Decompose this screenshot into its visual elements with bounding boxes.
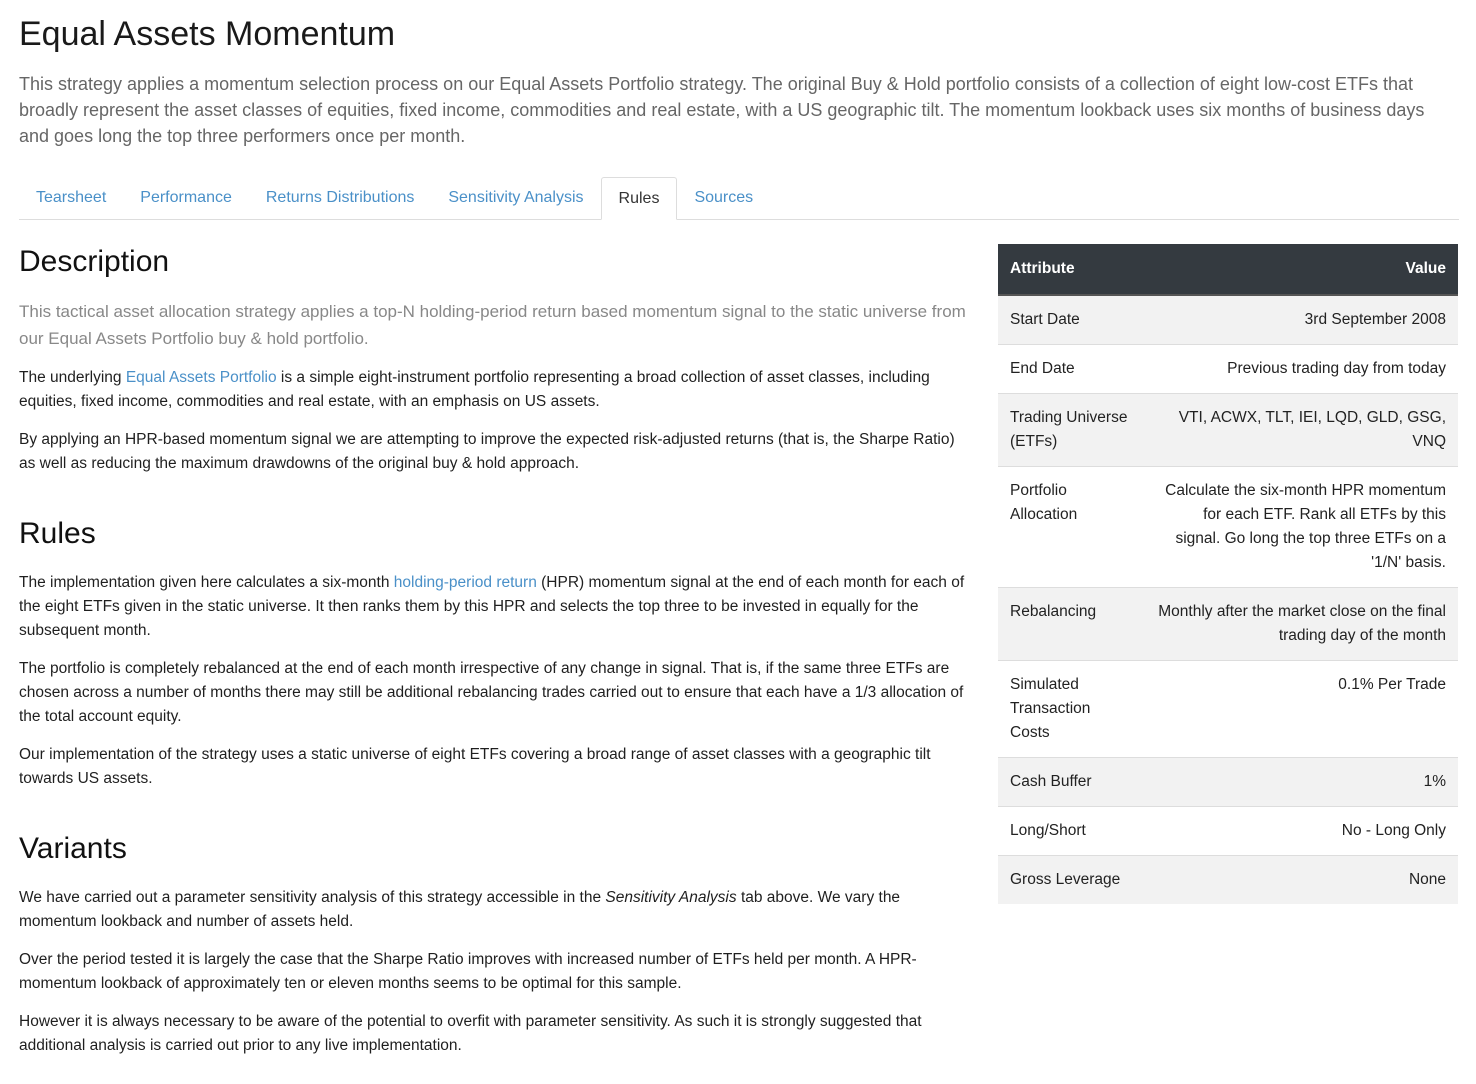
text: (HPR) momentum signal at the end of each month for each of the eight ETFs given in the static universe. It then ranks them by this HPR and selects the top three to be invested in equally for the subsequent month. <box>19 574 965 639</box>
attribute-name: Start Date <box>998 295 1142 345</box>
attribute-value: Previous trading day from today <box>1142 345 1458 394</box>
variants-section <box>19 831 970 1058</box>
attributes-table <box>998 244 1458 904</box>
text: tab above. We vary the momentum lookback and number of assets held. <box>19 889 901 930</box>
attribute-name: Rebalancing <box>998 588 1142 661</box>
table-row <box>998 467 1458 588</box>
attribute-value: Calculate the six-month HPR momentum for each ETF. Rank all ETFs by this signal. Go long the top three ETFs on a '1/N' basis. <box>1142 467 1458 588</box>
attribute-value: 0.1% Per Trade <box>1142 661 1458 758</box>
main-content <box>19 244 1458 1058</box>
tab-sources[interactable]: Sources <box>694 189 754 206</box>
tab-bar <box>19 177 1459 220</box>
variants-paragraph: Over the period tested it is largely the case that the Sharpe Ratio improves with increased number of ETFs held per month. A HPR-momentum lookback of approximately ten or eleven months seems to be optimal for this sample. <box>19 951 917 992</box>
variants-paragraph <box>19 886 970 934</box>
description-paragraph <box>19 366 970 414</box>
tab-performance[interactable]: Performance <box>140 189 232 206</box>
text: The implementation given here calculates a six-month <box>19 574 394 591</box>
attribute-value: No - Long Only <box>1142 807 1458 856</box>
text: We have carried out a parameter sensitivity analysis of this strategy accessible in the <box>19 889 606 906</box>
emphasis-text: Sensitivity Analysis <box>605 889 737 906</box>
attribute-value: None <box>1142 856 1458 905</box>
description-paragraph: By applying an HPR-based momentum signal we are attempting to improve the expected risk-adjusted returns (that is, the Sharpe Ratio) as well as reducing the maximum drawdowns of the original buy & hold approach. <box>19 431 955 472</box>
holding-period-return-link[interactable]: holding-period return <box>393 574 537 591</box>
table-row <box>998 588 1458 661</box>
description-heading: Description <box>19 245 170 278</box>
text: The underlying <box>19 369 126 386</box>
value-column-header: Value <box>1142 244 1458 295</box>
rules-text-column <box>19 244 970 1058</box>
attributes-column <box>998 244 1458 1058</box>
attribute-column-header: Attribute <box>998 244 1142 295</box>
table-row <box>998 661 1458 758</box>
attribute-value: VTI, ACWX, TLT, IEI, LQD, GLD, GSG, VNQ <box>1142 394 1458 467</box>
attribute-value: 3rd September 2008 <box>1142 295 1458 345</box>
tab-rules[interactable]: Rules <box>601 177 678 220</box>
description-lead: This tactical asset allocation strategy applies a top-N holding-period return based momentum signal to the static universe from our Equal Assets Portfolio buy & hold portfolio. <box>19 302 966 348</box>
variants-paragraph: However it is always necessary to be aware of the potential to overfit with parameter sensitivity. As such it is strongly suggested that additional analysis is carried out prior to any live implementation. <box>19 1013 922 1054</box>
attribute-value: 1% <box>1142 758 1458 807</box>
table-row <box>998 856 1458 905</box>
tab-sensitivity-analysis[interactable]: Sensitivity Analysis <box>448 189 584 206</box>
table-header-row <box>998 244 1458 295</box>
rules-paragraph <box>19 571 970 643</box>
attribute-name: Simulated Transaction Costs <box>998 661 1142 758</box>
attribute-name: Cash Buffer <box>998 758 1142 807</box>
attribute-name: Long/Short <box>998 807 1142 856</box>
attribute-name: Trading Universe (ETFs) <box>998 394 1142 467</box>
rules-section <box>19 516 970 791</box>
text: is a simple eight-instrument portfolio representing a broad collection of asset classes, including equities, fixed income, commodities and real estate, with an emphasis on US assets. <box>19 369 930 410</box>
tab-tearsheet[interactable]: Tearsheet <box>36 189 107 206</box>
page-intro: This strategy applies a momentum selection process on our Equal Assets Portfolio strategy. The original Buy & Hold portfolio consists of a collection of eight low-cost ETFs that broadly represent the asset classes of equities, fixed income, commodities and real estate, with a US geographic tilt. The momentum lookback uses six months of business days and goes long the top three performers once per month. <box>19 74 1425 146</box>
tab-returns-distributions[interactable]: Returns Distributions <box>265 189 415 206</box>
table-row <box>998 345 1458 394</box>
rules-paragraph: Our implementation of the strategy uses a static universe of eight ETFs covering a broad range of asset classes with a geographic tilt towards US assets. <box>19 746 931 787</box>
variants-heading: Variants <box>19 832 127 865</box>
rules-heading: Rules <box>19 517 96 550</box>
page-title: Equal Assets Momentum <box>19 15 396 53</box>
equal-assets-portfolio-link[interactable]: Equal Assets Portfolio <box>125 369 277 386</box>
attribute-name: End Date <box>998 345 1142 394</box>
table-row <box>998 295 1458 345</box>
attribute-name: Gross Leverage <box>998 856 1142 905</box>
table-row <box>998 807 1458 856</box>
rules-paragraph: The portfolio is completely rebalanced at the end of each month irrespective of any change in signal. That is, if the same three ETFs are chosen across a number of months there may still be additional rebalancing trades carried out to ensure that each have a 1/3 allocation of the total account equity. <box>19 660 964 725</box>
table-row <box>998 394 1458 467</box>
attribute-value: Monthly after the market close on the final trading day of the month <box>1142 588 1458 661</box>
attribute-name: Portfolio Allocation <box>998 467 1142 588</box>
description-section <box>19 244 970 476</box>
table-row <box>998 758 1458 807</box>
